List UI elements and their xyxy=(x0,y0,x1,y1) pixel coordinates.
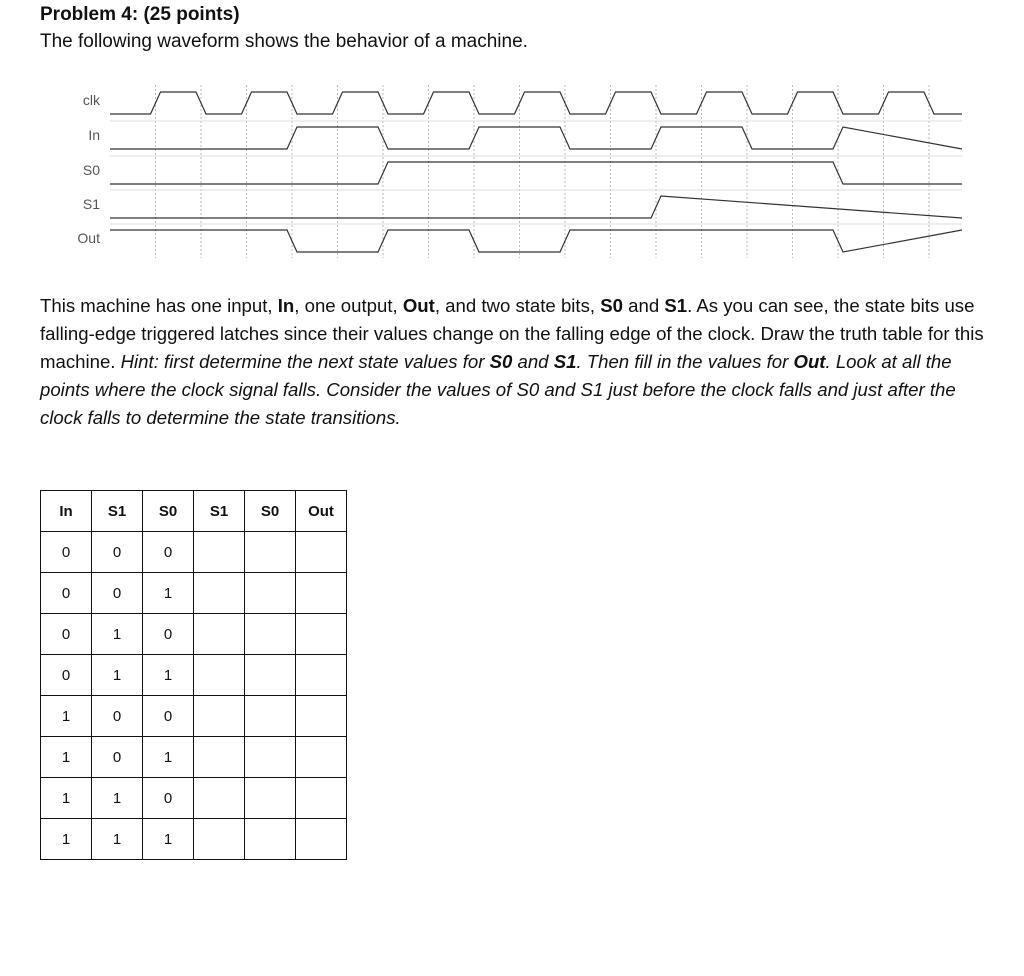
answer-cell[interactable] xyxy=(194,573,245,614)
table-row xyxy=(41,614,347,655)
table-cell: 1 xyxy=(41,778,92,819)
table-cell: 1 xyxy=(143,819,194,860)
problem-subtitle: The following waveform shows the behavior of a machine. xyxy=(40,31,528,52)
header-s1: S1 xyxy=(194,491,245,532)
problem-description: This machine has one input, In, one output, Out, and two state bits, S0 and S1. As you can see, the state bits use falling-edge triggered latches since their values change on the falling edge of the clock. Draw the truth table for this machine. Hint: first determine the next state values for S0 and S1. Then fill in the values for Out. Look at all the points where the clock signal falls. Consider the values of S0 and S1 just before the clock falls and just after the clock falls to determine the state transitions. xyxy=(40,295,984,428)
answer-cell[interactable] xyxy=(194,655,245,696)
truth-table xyxy=(40,490,347,860)
table-cell: 1 xyxy=(143,655,194,696)
table-cell: 0 xyxy=(92,737,143,778)
table-row xyxy=(41,696,347,737)
table-row xyxy=(41,737,347,778)
answer-cell[interactable] xyxy=(296,778,347,819)
table-cell: 0 xyxy=(41,532,92,573)
answer-cell[interactable] xyxy=(194,614,245,655)
problem-title: Problem 4: (25 points) xyxy=(40,4,240,25)
answer-cell[interactable] xyxy=(296,819,347,860)
trace-out xyxy=(110,230,962,252)
answer-cell[interactable] xyxy=(245,573,296,614)
table-row xyxy=(41,573,347,614)
signal-label-s1: S1 xyxy=(82,196,100,212)
answer-cell[interactable] xyxy=(245,532,296,573)
table-cell: 0 xyxy=(41,614,92,655)
answer-cell[interactable] xyxy=(296,573,347,614)
header-s1: S1 xyxy=(92,491,143,532)
table-cell: 1 xyxy=(92,819,143,860)
table-cell: 0 xyxy=(41,573,92,614)
table-cell: 1 xyxy=(143,573,194,614)
answer-cell[interactable] xyxy=(245,778,296,819)
trace-in xyxy=(110,127,962,149)
table-cell: 0 xyxy=(143,532,194,573)
table-cell: 1 xyxy=(41,696,92,737)
signal-label-clk: clk xyxy=(82,92,100,108)
signal-label-in: In xyxy=(88,127,100,143)
table-cell: 0 xyxy=(92,573,143,614)
answer-cell[interactable] xyxy=(194,778,245,819)
answer-cell[interactable] xyxy=(245,655,296,696)
answer-cell[interactable] xyxy=(296,737,347,778)
header-s0: S0 xyxy=(143,491,194,532)
table-cell: 0 xyxy=(92,696,143,737)
answer-cell[interactable] xyxy=(296,614,347,655)
table-cell: 0 xyxy=(92,532,143,573)
table-cell: 1 xyxy=(92,614,143,655)
header-s0: S0 xyxy=(245,491,296,532)
answer-cell[interactable] xyxy=(194,696,245,737)
answer-cell[interactable] xyxy=(194,737,245,778)
answer-cell[interactable] xyxy=(296,532,347,573)
answer-cell[interactable] xyxy=(245,614,296,655)
answer-cell[interactable] xyxy=(245,819,296,860)
trace-s1 xyxy=(110,196,962,218)
header-in: In xyxy=(41,491,92,532)
table-cell: 1 xyxy=(41,819,92,860)
signal-label-out: Out xyxy=(77,230,100,246)
table-cell: 0 xyxy=(143,696,194,737)
table-cell: 1 xyxy=(92,655,143,696)
table-cell: 0 xyxy=(41,655,92,696)
signal-label-s0: S0 xyxy=(82,162,100,178)
answer-cell[interactable] xyxy=(245,696,296,737)
table-cell: 0 xyxy=(143,614,194,655)
table-cell: 1 xyxy=(41,737,92,778)
answer-cell[interactable] xyxy=(245,737,296,778)
trace-s0 xyxy=(110,162,962,184)
table-row xyxy=(41,819,347,860)
trace-clk xyxy=(110,92,962,114)
table-row xyxy=(41,778,347,819)
table-cell: 1 xyxy=(143,737,194,778)
truth-table-header xyxy=(41,491,347,532)
answer-cell[interactable] xyxy=(194,532,245,573)
waveform-diagram xyxy=(0,80,1024,260)
answer-cell[interactable] xyxy=(194,819,245,860)
header-out: Out xyxy=(296,491,347,532)
table-cell: 1 xyxy=(92,778,143,819)
answer-cell[interactable] xyxy=(296,696,347,737)
table-row xyxy=(41,532,347,573)
table-cell: 0 xyxy=(143,778,194,819)
table-row xyxy=(41,655,347,696)
answer-cell[interactable] xyxy=(296,655,347,696)
